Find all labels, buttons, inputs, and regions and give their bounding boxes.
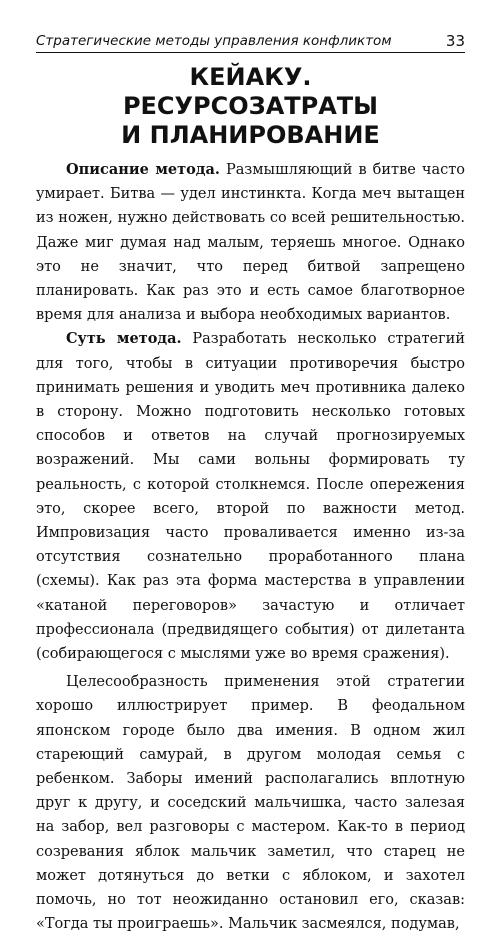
paragraph-lead: Описание метода.	[66, 161, 220, 178]
paragraph-method-essence	[36, 327, 465, 666]
title-line-1: КЕЙАКУ.	[189, 63, 312, 91]
paragraph-lead: Суть метода.	[66, 330, 182, 348]
paragraph-example	[36, 670, 465, 936]
paragraph-text: Целесообразность применения этой стратегии хорошо иллюстрирует пример. В феодальном японском городе было два имения. В одном жил стареющий самурай, в другом молодая семья с ребенком. Заборы имений располагались вплотную друг к другу, и соседский мальчишка, часто залезая на забор, вел разговоры с мастером. Как-то в период созревания яблок мальчик заметил, что старец не может дотянуться до ветки с яблоком, и захотел помочь, но тот неожиданно остановил его, сказав: «Тогда ты проиграешь». Мальчик засмеялся, подумав,	[36, 674, 465, 933]
title-line-3: И ПЛАНИРОВАНИЕ	[121, 121, 380, 149]
running-title: Стратегические методы управления конфликтом	[36, 33, 392, 49]
running-header	[36, 28, 465, 53]
title-line-2: РЕСУРСОЗАТРАТЫ	[122, 92, 379, 120]
paragraph-text: Размышляющий в битве часто умирает. Битва — удел инстинкта. Когда меч вытащен из ножен, нужно действовать со всей решительностью. Даже миг думая над малым, теряешь многое. Однако это не значит, что перед битвой запрещено планировать. Как раз это и есть самое благотворное время для анализа и выбора необходимых вариантов.	[36, 162, 465, 324]
page-number: 33	[445, 32, 465, 50]
section-title	[36, 63, 465, 150]
paragraph-text: Разработать несколько стратегий для того, чтобы в ситуации противоречия быстро принимать решения и уводить меч противника далеко в сторону. Можно подготовить несколько готовых способов и ответов на случай прогнозируемых возражений. Мы сами вольны формировать ту реальность, с которой столкнемся. После опережения это, скорее всего, второй по важности метод. Импровизация часто проваливается именно из-за отсутствия сознательно проработанного плана (схемы). Как раз эта форма мастерства в управлении «катаной переговоров» зачастую и отличает профессионала (предвидящего события) от дилетанта (собирающегося с мыслями уже во время сражения).	[36, 331, 466, 663]
body-text	[36, 158, 465, 937]
paragraph-method-description	[36, 158, 465, 327]
